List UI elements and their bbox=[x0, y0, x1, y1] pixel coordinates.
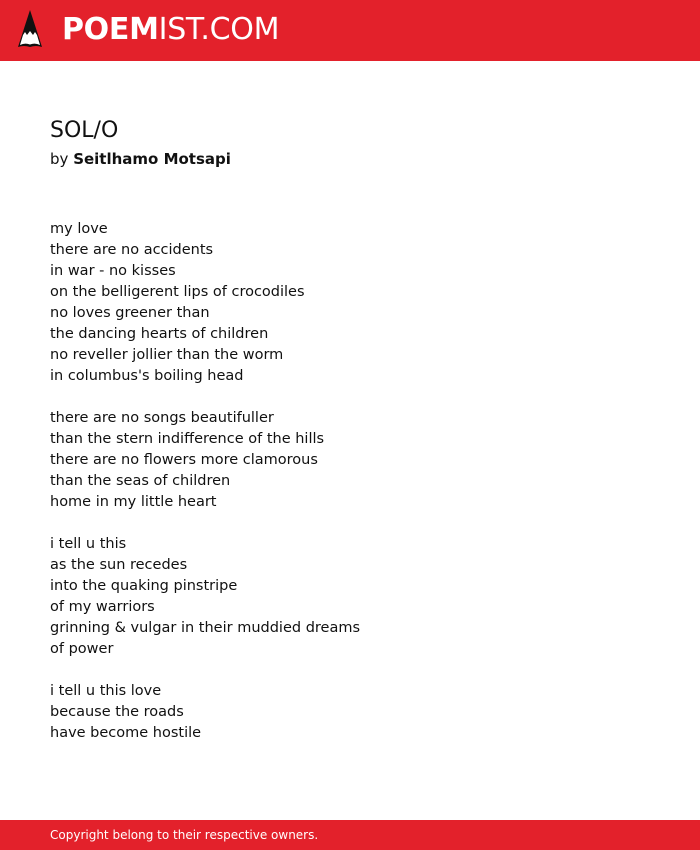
poem-line: into the quaking pinstripe bbox=[50, 578, 238, 594]
poem-line: there are no songs beautifuller bbox=[50, 410, 274, 426]
poem-line: of my warriors bbox=[50, 599, 155, 615]
site-logo-text[interactable] bbox=[62, 12, 279, 48]
poem-line: in columbus's boiling head bbox=[50, 368, 244, 384]
poem-byline bbox=[50, 149, 231, 169]
stanza-gap bbox=[50, 387, 360, 408]
poem-line: the dancing hearts of children bbox=[50, 326, 269, 342]
poem-title: SOL/O bbox=[50, 118, 119, 143]
poem-line: as the sun recedes bbox=[50, 557, 188, 573]
byline-prefix: by bbox=[50, 150, 69, 168]
pencil-icon[interactable] bbox=[17, 9, 43, 51]
copyright-notice: Copyright belong to their respective owners. bbox=[50, 828, 319, 842]
poem-body bbox=[50, 219, 360, 744]
poem-line: because the roads bbox=[50, 704, 184, 720]
poem-line: home in my little heart bbox=[50, 494, 217, 510]
site-header bbox=[0, 0, 700, 61]
stanza-gap bbox=[50, 660, 360, 681]
brand-bold-text: POEM bbox=[62, 12, 159, 47]
poem-line: no loves greener than bbox=[50, 305, 210, 321]
poem-line: grinning & vulgar in their muddied dreams bbox=[50, 620, 361, 636]
stanza-gap bbox=[50, 513, 360, 534]
poem-line: there are no accidents bbox=[50, 242, 214, 258]
poem-line: in war - no kisses bbox=[50, 263, 176, 279]
poem-line: than the stern indifference of the hills bbox=[50, 431, 325, 447]
poem-line: my love bbox=[50, 221, 108, 237]
poem-line: have become hostile bbox=[50, 725, 202, 741]
poem-line: i tell u this love bbox=[50, 683, 162, 699]
poem-author: Seitlhamo Motsapi bbox=[73, 150, 231, 168]
poem-line: of power bbox=[50, 641, 114, 657]
poem-line: on the belligerent lips of crocodiles bbox=[50, 284, 305, 300]
site-footer bbox=[0, 820, 700, 850]
brand-light-text: IST.COM bbox=[158, 12, 280, 47]
poem-line: there are no flowers more clamorous bbox=[50, 452, 318, 468]
poem-line: no reveller jollier than the worm bbox=[50, 347, 284, 363]
poem-line: i tell u this bbox=[50, 536, 127, 552]
poem-line: than the seas of children bbox=[50, 473, 231, 489]
